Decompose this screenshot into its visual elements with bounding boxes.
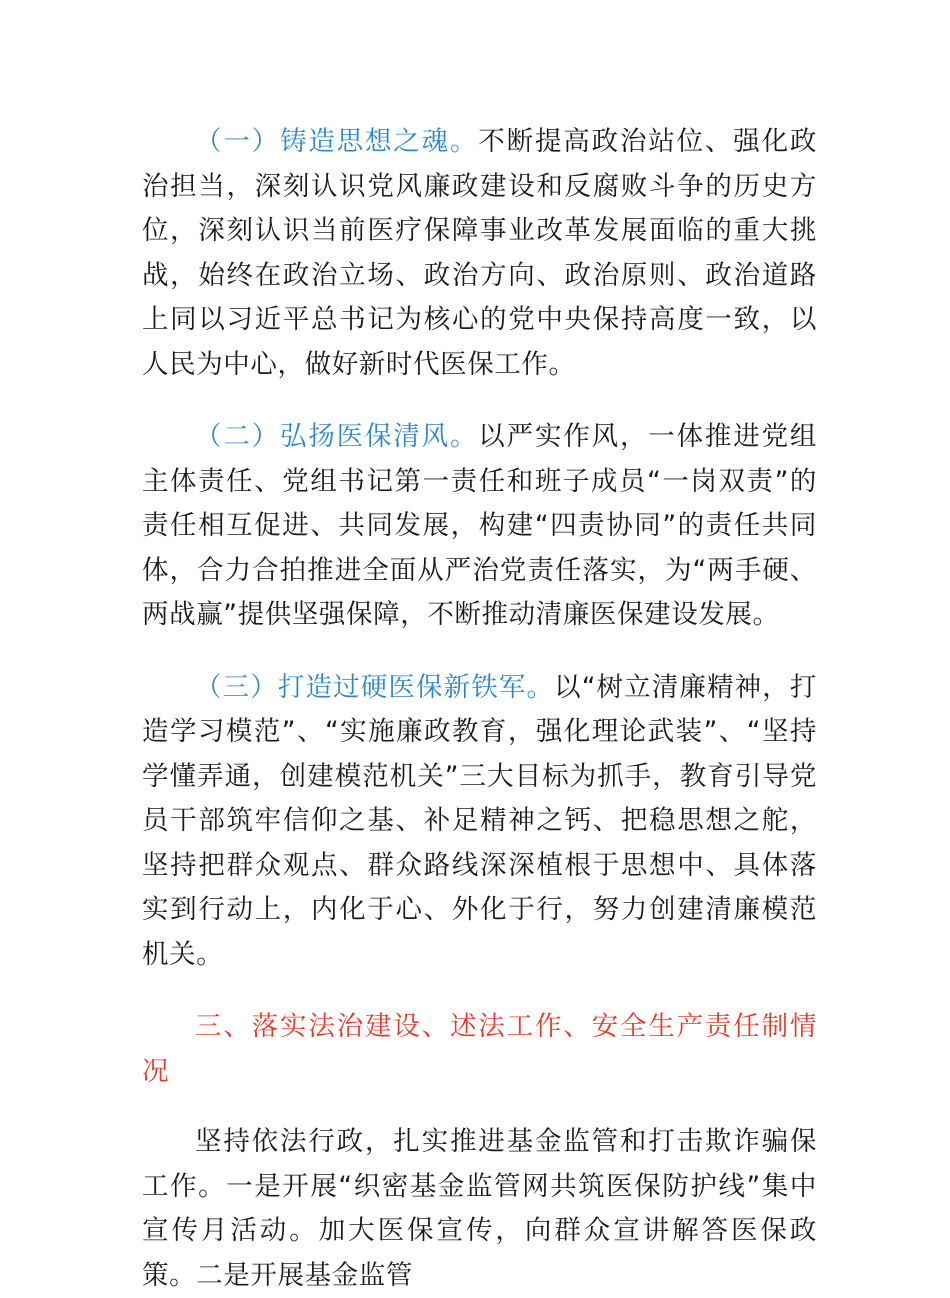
paragraph-3 bbox=[142, 666, 817, 978]
paragraph-1-body: 不断提高政治站位、强化政治担当，深刻认识党风廉政建设和反腐败斗争的历史方位，深刻认识当前医疗保障事业改革发展面临的重大挑战，始终在政治立场、政治方向、政治原则、政治道路上同以习近平总书记为核心的党中央保持高度一致，以人民为中心，做好新时代医保工作。 bbox=[142, 126, 818, 380]
subheading-1: （一）铸造思想之魂。 bbox=[195, 126, 479, 157]
paragraph-4: 坚持依法行政，扎实推进基金监管和打击欺诈骗保工作。一是开展“织密基金监管网共筑医保防护线”集中宣传月活动。加大医保宣传，向群众宣讲解答医保政策。二是开展基金监管 bbox=[142, 1126, 817, 1291]
paragraph-2 bbox=[142, 415, 817, 638]
subheading-2: （二）弘扬医保清风。 bbox=[195, 421, 479, 452]
subheading-3: （三）打造过硬医保新铁军。 bbox=[195, 671, 555, 703]
paragraph-2-body: 以严实作风，一体推进党组主体责任、党组书记第一责任和班子成员“一岗双责”的责任相互促进、共同发展，构建“四责协同”的责任共同体，合力合拍推进全面从严治党责任落实，为“两手硬、两战赢”提供坚强保障，不断推动清廉医保建设发展。 bbox=[142, 421, 818, 630]
paragraph-3-body: 以“树立清廉精神，打造学习模范”、“实施廉政教育，强化理论武装”、“坚持学懂弄通，创建模范机关”三大目标为抓手，教育引导党员干部筑牢信仰之基、补足精神之钙、把稳思想之舵，坚持把群众观点、群众路线深深植根于思想中、具体落实到行动上，内化于心、外化于行，努力创建清廉模范机关。 bbox=[142, 671, 817, 970]
section-heading: 三、落实法治建设、述法工作、安全生产责任制情况 bbox=[142, 1011, 817, 1087]
document-body bbox=[142, 120, 817, 1298]
paragraph-1 bbox=[142, 120, 817, 387]
